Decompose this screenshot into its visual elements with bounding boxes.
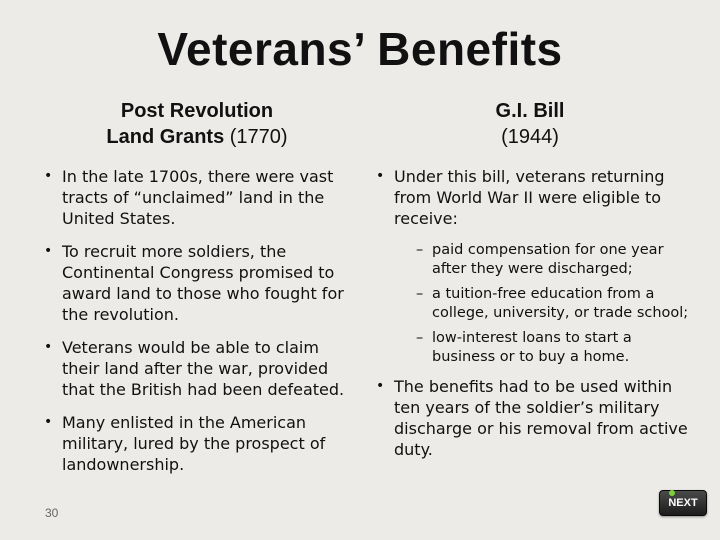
- sub-list-item: [394, 285, 692, 322]
- sub-list-item: [394, 329, 692, 366]
- list-item: [374, 166, 692, 366]
- dash-marker: –: [416, 286, 424, 302]
- right-heading-line1: G.I. Bill: [495, 100, 565, 122]
- bullet-text: In the late 1700s, there were vast tracts of “unclaimed” land in the United States.: [62, 167, 334, 228]
- dash-marker: –: [416, 330, 424, 346]
- right-heading-line2: (1944): [501, 126, 559, 148]
- right-column-heading: [380, 98, 680, 150]
- list-item: [42, 166, 360, 229]
- right-bullet-list: [374, 166, 692, 460]
- left-heading-line1: Post Revolution: [120, 100, 274, 122]
- bullet-marker: •: [376, 168, 385, 184]
- list-item: [42, 412, 360, 475]
- list-item: [42, 337, 360, 400]
- left-heading-year: (1770): [224, 126, 288, 148]
- left-bullet-list: [42, 166, 360, 487]
- page-number: 30: [45, 506, 59, 520]
- sub-list-item: [394, 241, 692, 278]
- left-heading-line2: Land Grants: [106, 126, 225, 148]
- list-item: [42, 241, 360, 325]
- bullet-marker: •: [44, 414, 53, 430]
- list-item: [374, 376, 692, 460]
- left-column-heading: [42, 98, 352, 150]
- sub-item-text: a tuition-free education from a college, university, or trade school;: [432, 286, 689, 321]
- bullet-text: To recruit more soldiers, the Continental Congress promised to award land to those who fought for the revolution.: [62, 242, 344, 324]
- slide-title: Veterans’ Benefits: [157, 23, 563, 75]
- bullet-text: Under this bill, veterans returning from World War II were eligible to receive:: [394, 167, 665, 228]
- bullet-marker: •: [376, 378, 385, 394]
- bullet-marker: •: [44, 168, 53, 184]
- bullet-text: The benefits had to be used within ten years of the soldier’s military discharge or his removal from active duty.: [394, 377, 688, 459]
- bullet-marker: •: [44, 243, 53, 259]
- next-button[interactable]: NEXT: [659, 490, 707, 516]
- sub-list: [394, 241, 692, 366]
- bullet-marker: •: [44, 339, 53, 355]
- sub-item-text: low-interest loans to start a business or to buy a home.: [432, 330, 632, 365]
- sub-item-text: paid compensation for one year after they were discharged;: [432, 242, 664, 277]
- bullet-text: Veterans would be able to claim their land after the war, provided that the British had been defeated.: [62, 338, 345, 399]
- bullet-text: Many enlisted in the American military, lured by the prospect of landownership.: [62, 413, 326, 474]
- dash-marker: –: [416, 242, 424, 258]
